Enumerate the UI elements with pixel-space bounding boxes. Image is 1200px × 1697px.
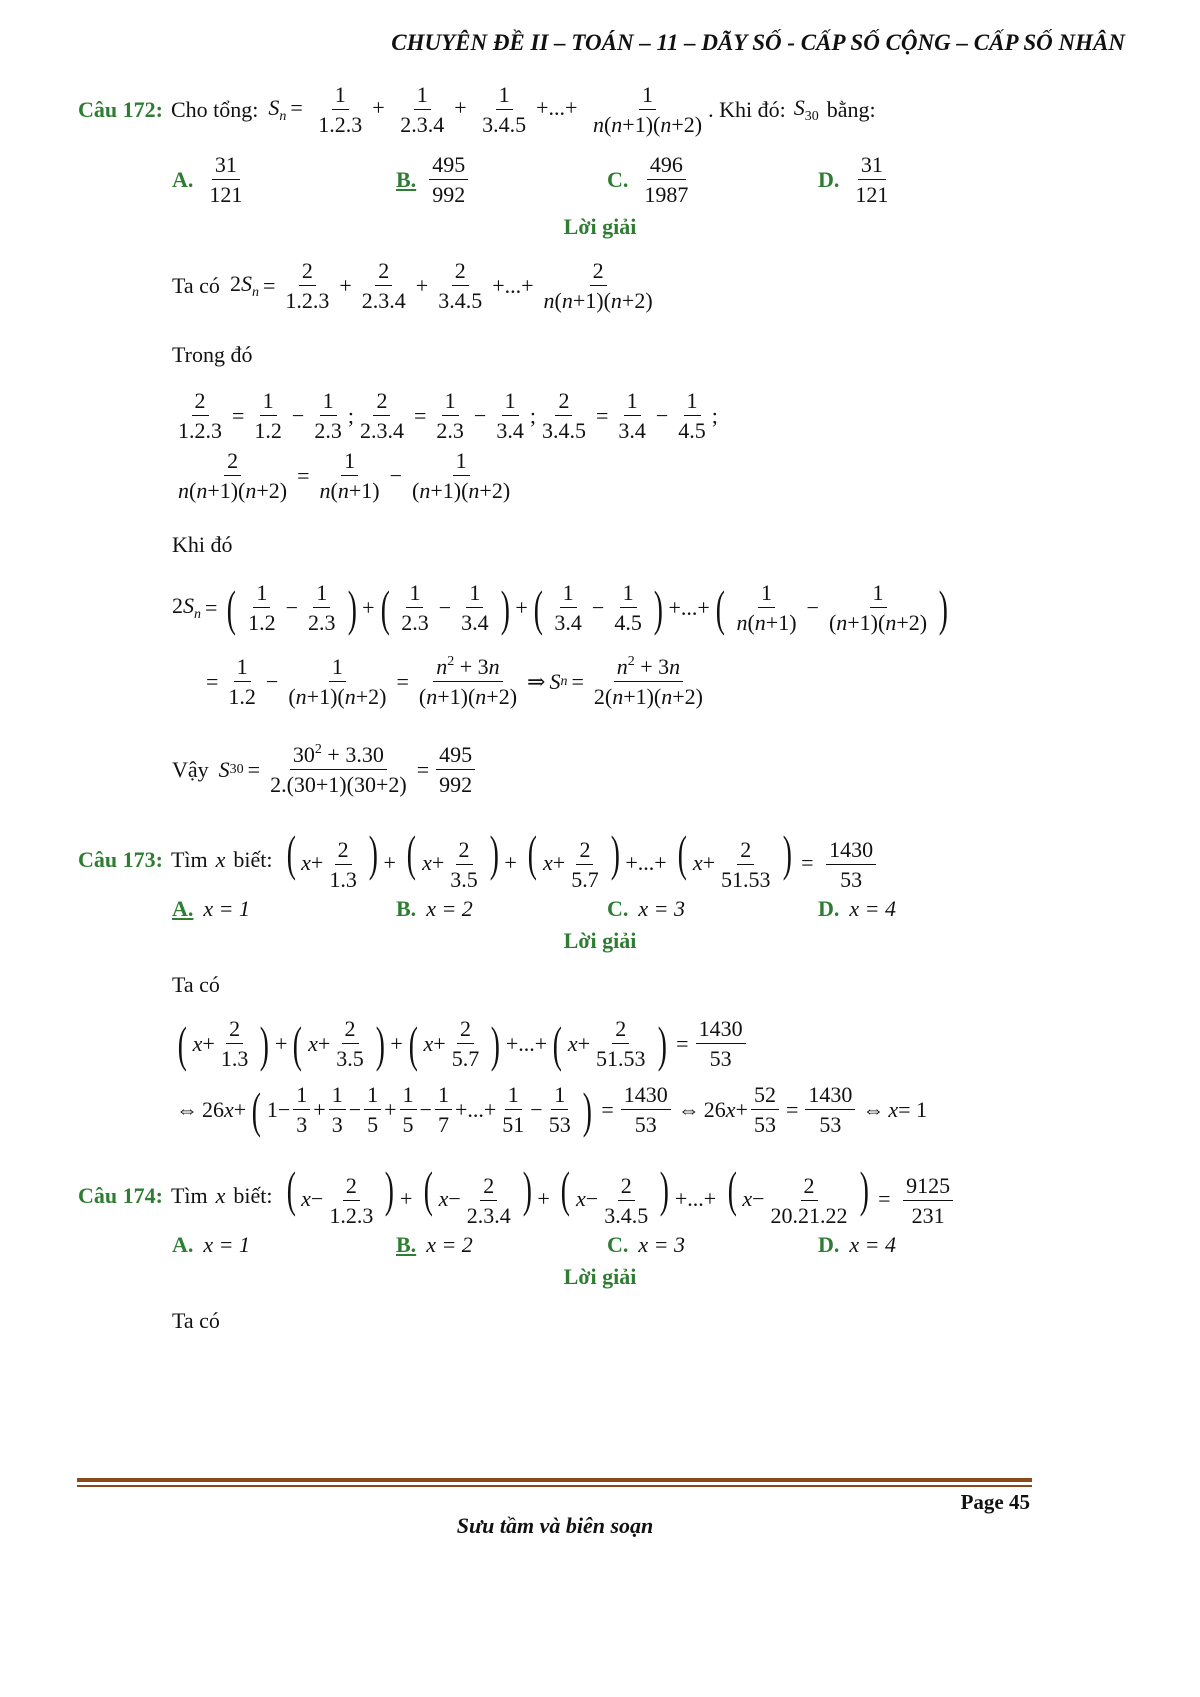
q172-prompt: Cho tổng: [170, 96, 259, 122]
q173-sol-step1: ( x + $\frac{2}{1.3}$ ) + ( x + $\frac{2}{3.5}$ ) + ( x + $\frac{2}{5.7}$ ) +...+ ( x + $\frac{2}{51.53}$ ) = $\frac{1430}{53}$ [172, 1016, 749, 1072]
q172-sol-result: = $\frac{1}{1.2}$ − $\frac{1}{(n+1)(n+2)}$ = $\frac{n^2 + 3n}{(n+1)(n+2)}$ ⇒ S n = $\frac{n^2 + 3n}{2(n+1)(n+2)}$ [206, 654, 703, 710]
q172-solution-title: Lời giải [563, 214, 637, 239]
q173-sol-text1: Ta có [172, 972, 220, 997]
q174-option-d[interactable]: D. x = 4 [818, 1232, 897, 1257]
q173-option-d[interactable]: D. x = 4 [818, 896, 897, 921]
q172-option-a[interactable]: A. $\frac{31}{121}$ [172, 152, 243, 208]
q172-option-b[interactable]: B. $\frac{495}{992}$ [396, 152, 471, 208]
q174-statement: Câu 174: Tìm x biết: ( x− $\frac{2}{1.2.3}$ ) + ( x− $\frac{2}{2.3.4}$ ) + ( x− $\frac{2}{3.4.5}$ ) +...+ ( x− $\frac{2}{20.21.22}$ ) = $\frac{9125}{231}$ [78, 1164, 956, 1229]
q174-solution-title: Lời giải [563, 1264, 637, 1289]
q172-suffix2: bằng: [826, 96, 876, 122]
q173-option-a[interactable]: A. x = 1 [172, 896, 251, 921]
q174-option-c[interactable]: C. x = 3 [607, 1232, 686, 1257]
q172-sol-telescoping: $2S_n$ = ( $\frac{1}{1.2}$ − $\frac{1}{2.3}$ ) + ( $\frac{1}{2.3}$ − $\frac{1}{3.4}$ ) + ( $\frac{1}{3.4}$ − $\frac{1}{4.5}$ ) +...+ ( $\frac{1}{n(n+1)}$ − $\frac{1}{(n+1)(n+2)}$ ) [172, 579, 948, 636]
q173-label: Câu 173: [78, 847, 163, 873]
q172-suffix: . Khi đó: [708, 96, 786, 122]
q174-option-a[interactable]: A. x = 1 [172, 1232, 251, 1257]
q173-statement: Câu 173: Tìm x biết: ( x+ $\frac{2}{1.3}$ ) + ( x+ $\frac{2}{3.5}$ ) + ( x+ $\frac{2}{5.7}$ ) +...+ ( x+ $\frac{2}{51.53}$ ) = $\frac{1430}{53}$ [78, 828, 879, 893]
q172-sol-final: Vậy S 30 = $\frac{30^2 + 3.30}{2.(30+1)(30+2)}$ = $\frac{495}{992}$ [172, 742, 478, 798]
page-number: Page 45 [960, 1490, 1030, 1514]
q172-formula: $S_n$ = $\frac{1}{1.2.3}$ + $\frac{1}{2.3.4}$ + $\frac{1}{3.4.5}$ +...+ $\frac{1}{n(n+1)(n+2)}$ [268, 82, 703, 138]
q173-sol-step2: ⇔ 26 x + ( 1− $\frac{1}{3}$ + $\frac{1}{3}$ − $\frac{1}{5}$ + $\frac{1}{5}$ − $\frac{1}{7}$ +...+ $\frac{1}{51}$ − $\frac{1}{53}$ ) = $\frac{1430}{53}$ ⇔ 26 x + $\frac{52}{53}$ = $\frac{1430}{53}$ ⇔ x = 1 [176, 1081, 928, 1138]
footer-rule-thick [77, 1478, 1032, 1482]
q172-label: Câu 172: [78, 96, 163, 122]
q172-sol-step1: Ta có $2S_n$ = $\frac{2}{1.2.3}$ + $\frac{2}{2.3.4}$ + $\frac{2}{3.4.5}$ +...+ $\frac{2}{n(n+1)(n+2)}$ [172, 258, 653, 314]
q174-label: Câu 174: [78, 1183, 163, 1209]
q174-sol-text1: Ta có [172, 1308, 220, 1333]
page-header: CHUYÊN ĐỀ II – TOÁN – 11 – DÃY SỐ - CẤP SỐ CỘNG – CẤP SỐ NHÂN [391, 30, 1125, 55]
q173-option-c[interactable]: C. x = 3 [607, 896, 686, 921]
q172-sol-identities-1: $\frac{2}{1.2.3}$ = $\frac{1}{1.2}$ − $\frac{1}{2.3}$ ; $\frac{2}{2.3.4}$ = $\frac{1}{2.3}$ − $\frac{1}{3.4}$ ; $\frac{2}{3.4.5}$ = $\frac{1}{3.4}$ − $\frac{1}{4.5}$ ; [178, 388, 718, 444]
q173-option-b[interactable]: B. x = 2 [396, 896, 473, 921]
q172-option-d[interactable]: D. $\frac{31}{121}$ [818, 152, 889, 208]
q173-solution-title: Lời giải [563, 928, 637, 953]
q172-statement: Câu 172: Cho tổng: $S_n$ = $\frac{1}{1.2.3}$ + $\frac{1}{2.3.4}$ + $\frac{1}{3.4.5}$ +...+ $\frac{1}{n(n+1)(n+2)}$ . Khi đó: $S_{30}$ bằng: [78, 82, 876, 138]
q172-sol-text3: Khi đó [172, 532, 233, 557]
q172-sol-identities-2: $\frac{2}{n(n+1)(n+2)}$ = $\frac{1}{n(n+1)}$ − $\frac{1}{(n+1)(n+2)}$ [178, 448, 511, 504]
q172-option-c[interactable]: C. $\frac{496}{1987}$ [607, 152, 689, 208]
footer-rule-thin [77, 1485, 1032, 1487]
q172-sol-text2: Trong đó [172, 342, 253, 367]
q174-option-b[interactable]: B. x = 2 [396, 1232, 473, 1257]
footer-credit: Sưu tầm và biên soạn [456, 1513, 654, 1538]
